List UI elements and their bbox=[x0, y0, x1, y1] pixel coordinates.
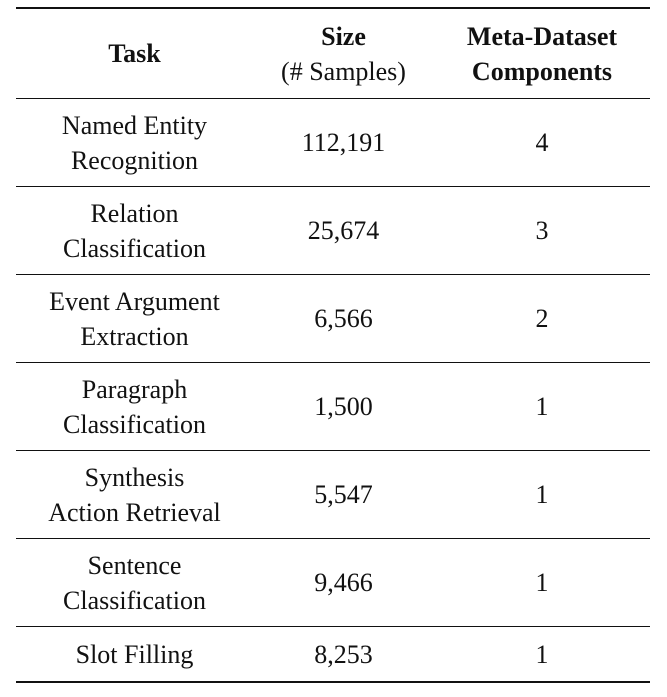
header-size-sublabel: (# Samples) bbox=[281, 56, 406, 86]
header-components-line1: Meta-Dataset bbox=[466, 21, 618, 51]
size-cell: 25,674 bbox=[307, 216, 380, 245]
task-name-line2: Extraction bbox=[80, 321, 189, 351]
table-row bbox=[16, 363, 650, 451]
table-row bbox=[16, 187, 650, 275]
table-row bbox=[16, 627, 650, 683]
components-cell: 4 bbox=[535, 128, 549, 157]
table-row bbox=[16, 99, 650, 187]
task-cell bbox=[16, 275, 253, 363]
task-cell bbox=[16, 187, 253, 275]
dataset-table-container bbox=[16, 7, 650, 683]
table-body bbox=[16, 99, 650, 683]
task-name-line2: Classification bbox=[63, 233, 206, 263]
header-task-label: Task bbox=[108, 39, 161, 68]
task-name-line1: Named Entity bbox=[61, 110, 208, 140]
size-cell: 6,566 bbox=[314, 304, 373, 333]
header-size bbox=[253, 8, 434, 99]
components-cell: 1 bbox=[535, 480, 549, 509]
components-cell: 2 bbox=[535, 304, 549, 333]
task-name-line2: Recognition bbox=[70, 145, 199, 175]
task-name-line2: Classification bbox=[63, 409, 206, 439]
task-cell bbox=[16, 539, 253, 627]
dataset-table bbox=[16, 7, 650, 683]
components-cell: 3 bbox=[535, 216, 549, 245]
task-cell bbox=[16, 363, 253, 451]
task-name-line2: Action Retrieval bbox=[48, 497, 221, 527]
size-cell: 5,547 bbox=[314, 480, 373, 509]
header-task bbox=[16, 8, 253, 99]
task-name-line1: Slot Filling bbox=[75, 639, 194, 669]
task-name-line1: Relation bbox=[90, 198, 179, 228]
size-cell: 9,466 bbox=[314, 568, 373, 597]
header-size-label: Size bbox=[321, 21, 366, 51]
task-name-line1: Sentence bbox=[87, 550, 182, 580]
size-cell: 8,253 bbox=[314, 639, 373, 669]
components-cell: 1 bbox=[535, 392, 549, 421]
table-header bbox=[16, 8, 650, 99]
header-row bbox=[16, 8, 650, 99]
header-components-line2: Components bbox=[471, 56, 613, 86]
table-row bbox=[16, 451, 650, 539]
table-row bbox=[16, 539, 650, 627]
table-row bbox=[16, 275, 650, 363]
task-name-line1: Synthesis bbox=[84, 462, 185, 492]
task-cell bbox=[16, 627, 253, 683]
components-cell: 1 bbox=[535, 568, 549, 597]
task-name-line2: Classification bbox=[63, 585, 206, 615]
components-cell: 1 bbox=[535, 639, 549, 669]
size-cell: 1,500 bbox=[314, 392, 373, 421]
task-name-line1: Paragraph bbox=[81, 374, 188, 404]
size-cell: 112,191 bbox=[301, 128, 386, 157]
task-cell bbox=[16, 451, 253, 539]
header-components bbox=[434, 8, 650, 99]
task-cell bbox=[16, 99, 253, 187]
task-name-line1: Event Argument bbox=[49, 286, 220, 316]
